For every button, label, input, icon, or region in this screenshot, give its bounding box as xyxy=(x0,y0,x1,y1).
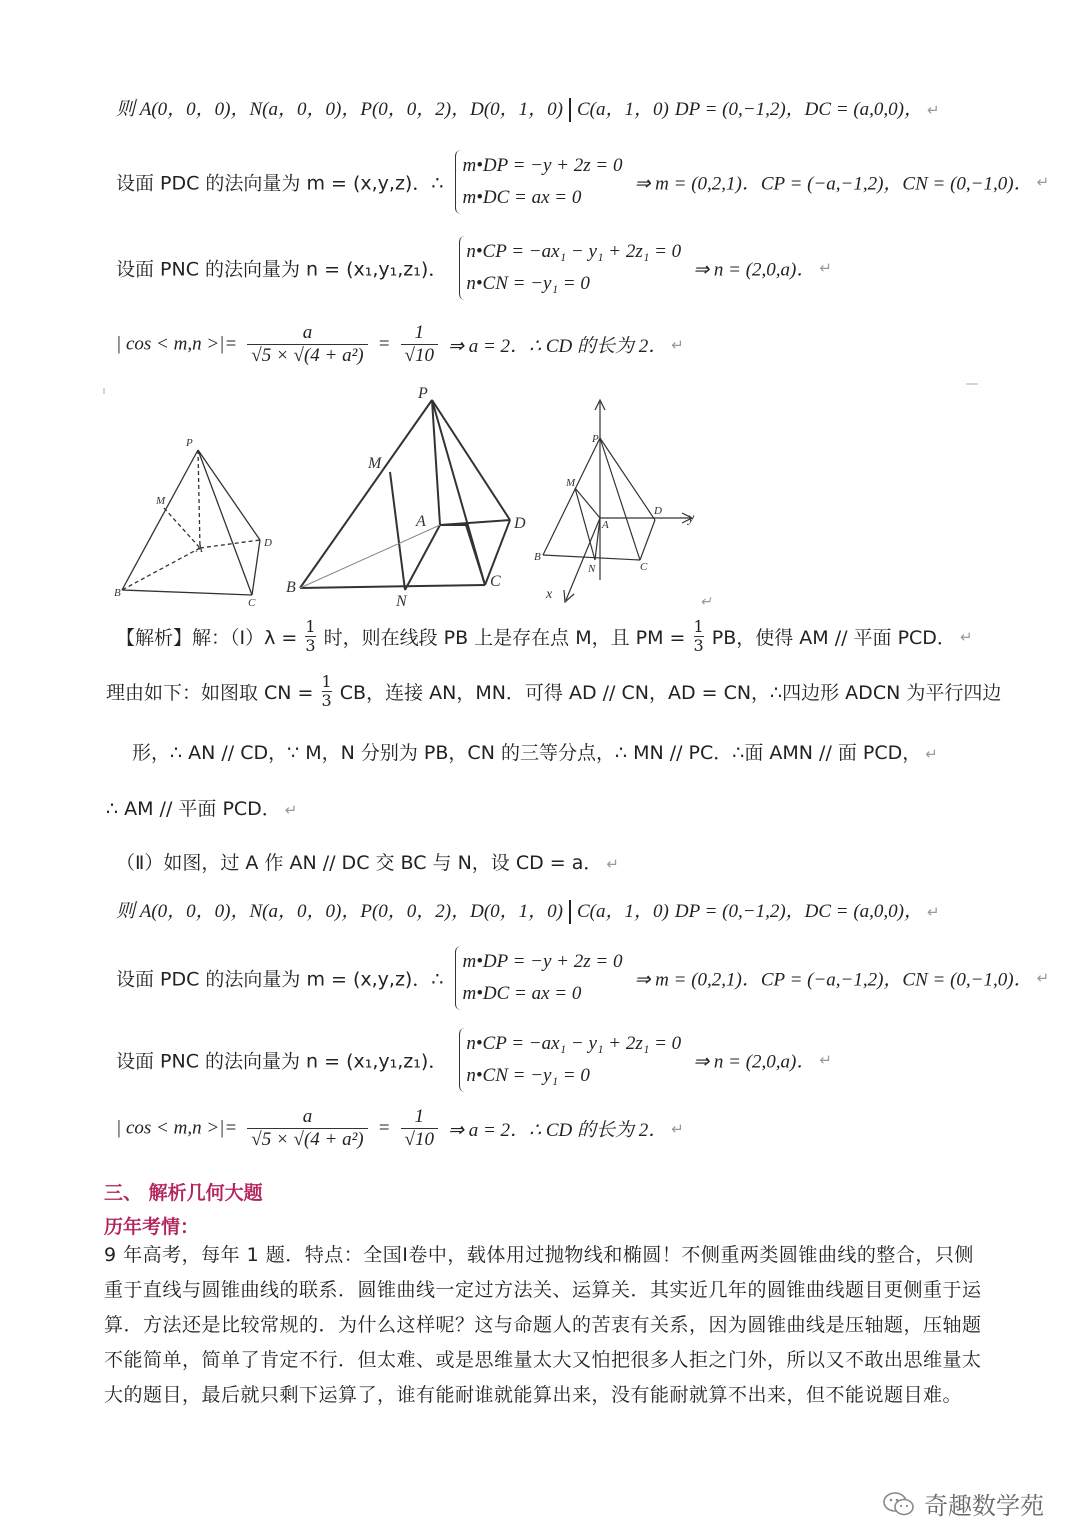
cos-fraction-2 xyxy=(401,322,438,367)
solution-line-1 xyxy=(116,618,973,655)
fig2-label-n: N xyxy=(396,593,407,610)
fig3-label-a: A xyxy=(602,519,609,531)
normal-pnc-line-2 xyxy=(116,1028,832,1092)
fraction-den: 3 xyxy=(693,636,704,655)
cos-lhs: | cos < m,n >|= xyxy=(116,1117,238,1139)
fraction-num: 1 xyxy=(305,617,316,636)
solution-text: ∴ AM // 平面 PCD． xyxy=(106,798,281,820)
cos-lhs: | cos < m,n >|= xyxy=(116,333,238,355)
fig2-label-p: P xyxy=(418,385,428,402)
equation-system xyxy=(455,150,622,214)
section-paragraph: 9 年高考，每年 1 题．特点：全国Ⅰ卷中，载体用过抛物线和椭圆！不侧重两类圆锥曲线的整合，只侧重于直线与圆锥曲线的联系．圆锥曲线一定过方法关、运算关．其实近几年的圆锥曲线题目更侧重于运算．方法还是比较常规的．为什么这样呢？这与命题人的苦衷有关系，因为圆锥曲线是压轴题，压轴题不能简单，简单了肯定不行．但太难、或是思维量太大又怕把很多人拒之门外，所以又不敢出思维量太大的题目，最后就只剩下运算了，谁有能耐谁就能算出来，没有能耐就算不出来，但不能说题目难。 xyxy=(104,1244,982,1406)
cursor-bar xyxy=(569,900,571,924)
equation: n•CN = −y₁ = 0 xyxy=(466,273,590,294)
normal-pdc-line-1 xyxy=(116,150,1049,214)
solution-line-2 xyxy=(106,673,1001,710)
return-mark: ↵ xyxy=(606,855,619,873)
reason-prefix: 理由如下：如图取 CN = xyxy=(106,682,314,704)
equation: m•DC = ax = 0 xyxy=(462,187,582,208)
normal-pnc-result: ⇒ n = (2,0,a)． xyxy=(693,259,816,281)
fraction-num: 1 xyxy=(693,617,704,636)
reason-suffix: CB，连接 AN，MN．可得 AD // CN，AD = CN，∴四边形 ADCN 为平行四边 xyxy=(339,682,1002,704)
return-mark: ↵ xyxy=(819,1051,832,1069)
return-mark: ↵ xyxy=(927,101,940,119)
return-mark: ↵ xyxy=(671,335,684,354)
cos-result: ⇒ a = 2．∴ CD 的长为 2． xyxy=(448,1120,668,1141)
fraction-den: 3 xyxy=(321,691,332,710)
normal-pdc-result: ⇒ m = (0,2,1)．CP = (−a,−1,2)，CN = (0,−1,0)． xyxy=(634,969,1033,991)
return-mark: ↵ xyxy=(959,627,973,646)
coords-c: C(a，1，0) xyxy=(576,99,669,120)
return-mark: ↵ xyxy=(284,801,298,819)
return-mark: ↵ xyxy=(1036,173,1050,191)
cos-fraction xyxy=(247,322,367,367)
fig1-label-p: P xyxy=(186,437,193,449)
equation-system xyxy=(459,1028,681,1092)
normal-pnc-label: 设面 PNC 的法向量为 n = (x₁,y₁,z₁)． xyxy=(116,1050,448,1073)
coords-vec: DP = (0,−1,2)，DC = (a,0,0)， xyxy=(674,99,924,120)
section-heading: 三、 解析几何大题 xyxy=(104,1182,263,1204)
coords-vec: DP = (0,−1,2)，DC = (a,0,0)， xyxy=(674,901,924,922)
cos-numerator: a xyxy=(247,322,367,345)
fig3-label-b: B xyxy=(534,551,541,563)
fig1-label-d: D xyxy=(264,537,272,549)
fig3-label-c: C xyxy=(640,561,648,573)
equation: n•CN = −y₁ = 0 xyxy=(466,1065,590,1086)
coordinate-figure-3 xyxy=(543,400,692,602)
solution-mid: 时，则在线段 PB 上是存在点 M，且 PM = xyxy=(323,627,686,649)
return-mark: ↵ xyxy=(925,745,938,763)
return-mark: ↵ xyxy=(927,903,940,921)
return-mark: ↵ xyxy=(671,1119,684,1138)
normal-pnc-line-1 xyxy=(116,236,832,300)
watermark xyxy=(882,1486,1044,1521)
fig2-label-d: D xyxy=(514,515,526,532)
cos-equals: = xyxy=(377,1117,391,1139)
coords-c: C(a，1，0) xyxy=(576,901,669,922)
fig1-label-m: M xyxy=(156,495,166,507)
fig2-label-a: A xyxy=(416,513,426,530)
equation: n•CP = −ax₁ − y₁ + 2z₁ = 0 xyxy=(466,241,682,262)
section-subheading: 历年考情： xyxy=(104,1216,200,1238)
coords-text: 则 A(0，0，0)，N(a，0，0)，P(0，0，2)，D(0，1，0) xyxy=(116,901,563,922)
cos-denominator-2: √10 xyxy=(404,345,434,366)
cos-fraction-2 xyxy=(401,1106,438,1151)
cos-numerator-2: 1 xyxy=(401,322,438,345)
fig2-label-c: C xyxy=(490,573,501,590)
geometry-figures xyxy=(100,380,980,620)
coords-line-2 xyxy=(116,896,940,924)
fig3-label-y: y xyxy=(688,511,695,526)
fig3-label-m: M xyxy=(566,477,576,489)
cursor-bar xyxy=(569,98,571,122)
cos-line-1 xyxy=(116,322,684,367)
pm-fraction xyxy=(694,618,704,655)
fig1-label-c: C xyxy=(248,597,256,609)
solution-text: （Ⅱ）如图，过 A 作 AN // DC 交 BC 与 N，设 CD = a． xyxy=(116,852,603,874)
equation: m•DP = −y + 2z = 0 xyxy=(462,951,623,972)
cos-denominator-2: √10 xyxy=(404,1129,434,1150)
fig1-label-b: B xyxy=(114,587,121,599)
cos-numerator: a xyxy=(247,1106,367,1129)
lambda-fraction xyxy=(305,618,315,655)
normal-pdc-label: 设面 PDC 的法向量为 m = (x,y,z)．∴ xyxy=(116,172,444,195)
normal-pdc-label: 设面 PDC 的法向量为 m = (x,y,z)．∴ xyxy=(116,968,444,991)
cn-fraction xyxy=(322,673,332,710)
cos-fraction xyxy=(247,1106,367,1151)
fraction-den: 3 xyxy=(305,636,316,655)
normal-pnc-result: ⇒ n = (2,0,a)． xyxy=(693,1051,816,1073)
normal-pdc-line-2 xyxy=(116,946,1049,1010)
equation-system xyxy=(459,236,681,300)
normal-pnc-label: 设面 PNC 的法向量为 n = (x₁,y₁,z₁)． xyxy=(116,258,448,281)
solution-suffix: PB，使得 AM // 平面 PCD． xyxy=(711,627,956,649)
wechat-icon xyxy=(882,1491,916,1517)
watermark-text: 奇趣数学苑 xyxy=(924,1492,1044,1520)
cos-denominator: √5 × √(4 + a²) xyxy=(251,345,364,366)
fig1-label-a: A xyxy=(196,543,203,555)
fraction-num: 1 xyxy=(321,672,332,691)
fig2-label-m: M xyxy=(368,455,382,472)
cos-equals: = xyxy=(377,333,391,355)
cos-denominator: √5 × √(4 + a²) xyxy=(251,1129,364,1150)
solution-line-3 xyxy=(132,738,938,765)
solution-line-4 xyxy=(106,794,297,821)
equation: m•DP = −y + 2z = 0 xyxy=(462,155,623,176)
return-mark: ↵ xyxy=(1036,969,1050,987)
cos-numerator-2: 1 xyxy=(401,1106,438,1129)
fig3-label-n: N xyxy=(588,563,596,575)
solution-text: 形，∴ AN // CD，∵ M，N 分别为 PB，CN 的三等分点，∴ MN // PC．∴面 AMN // 面 PCD， xyxy=(132,742,922,764)
fig3-label-x: x xyxy=(546,587,553,602)
coords-line-1 xyxy=(116,94,940,122)
pyramid-figure-2 xyxy=(300,400,510,590)
normal-pdc-result: ⇒ m = (0,2,1)．CP = (−a,−1,2)，CN = (0,−1,0)． xyxy=(634,173,1033,195)
fig2-label-b: B xyxy=(286,579,296,596)
cos-result: ⇒ a = 2．∴ CD 的长为 2． xyxy=(448,336,668,357)
coords-text: 则 A(0，0，0)，N(a，0，0)，P(0，0，2)，D(0，1，0) xyxy=(116,99,563,120)
fig3-label-p: P xyxy=(592,433,599,445)
return-mark: ↵ xyxy=(819,259,832,277)
solution-line-5 xyxy=(116,848,619,875)
solution-prefix: 【解析】解：（Ⅰ）λ = xyxy=(116,627,298,649)
return-mark: ↵ xyxy=(700,595,712,610)
fig3-label-d: D xyxy=(654,505,662,517)
cos-line-2 xyxy=(116,1106,684,1151)
pyramid-figure-1 xyxy=(122,450,260,595)
equation: n•CP = −ax₁ − y₁ + 2z₁ = 0 xyxy=(466,1033,682,1054)
equation: m•DC = ax = 0 xyxy=(462,983,582,1004)
equation-system xyxy=(455,946,622,1010)
